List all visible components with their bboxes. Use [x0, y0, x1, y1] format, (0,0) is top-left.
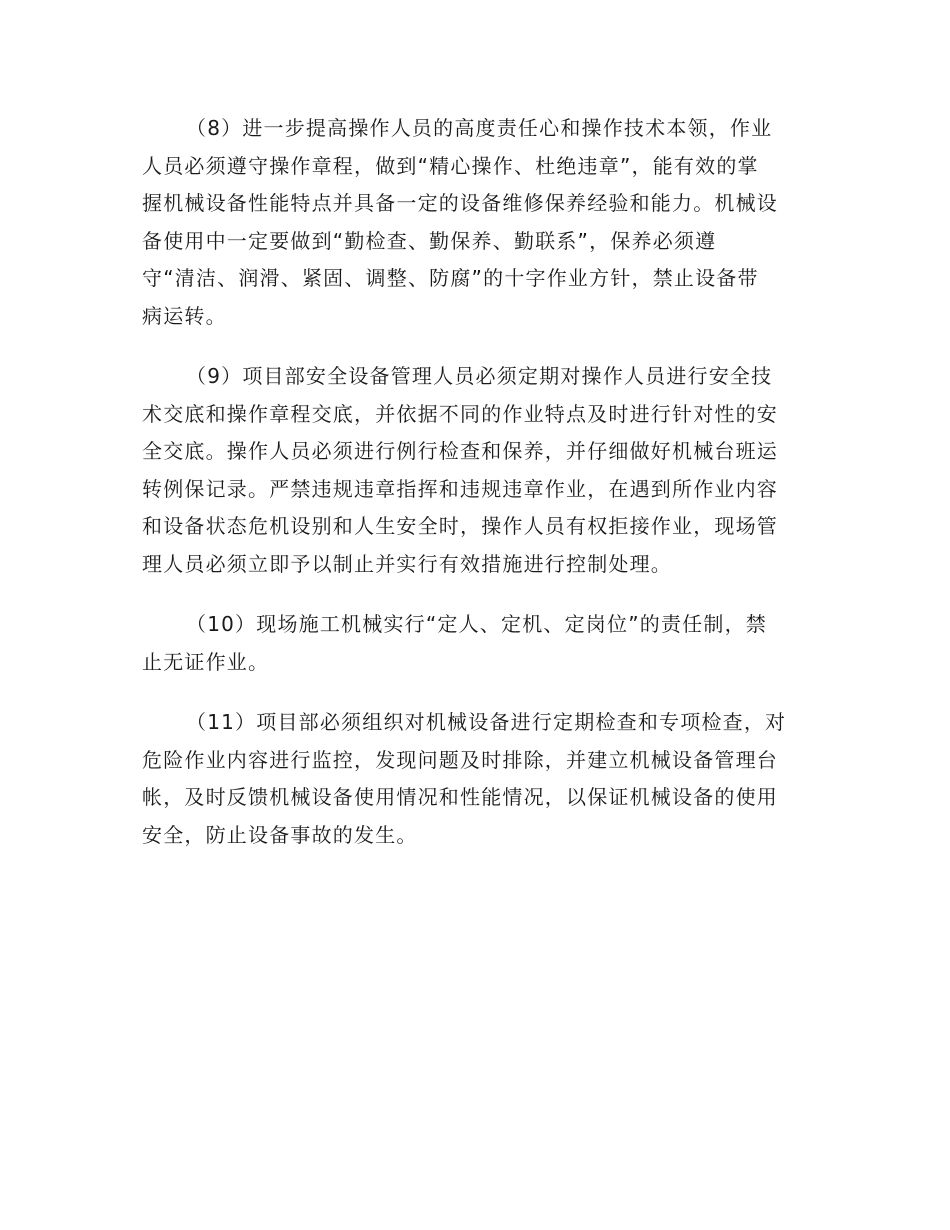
- text-line: 握机械设备性能特点并具备一定的设备维修保养经验和能力。机械设: [142, 191, 778, 215]
- paragraph-9: [142, 358, 804, 583]
- text-line: 备使用中一定要做到“勤检查、勤保养、勤联系”，保养必须遵: [142, 228, 717, 253]
- paragraph-11: [142, 704, 804, 854]
- text-line: 转例保记录。严禁违规违章指挥和违规违章作业，在遇到所作业内容: [142, 476, 778, 501]
- text-line: 安全，防止设备事故的发生。: [142, 822, 418, 847]
- text-line: （9）项目部安全设备管理人员必须定期对操作人员进行安全技: [186, 364, 773, 388]
- text-line: 人员必须遵守操作章程，做到“精心操作、杜绝违章”，能有效的掌: [142, 153, 759, 178]
- text-line: 守“清洁、润滑、紧固、调整、防腐”的十字作业方针，禁止设备带: [142, 266, 759, 290]
- text-line: （11）项目部必须组织对机械设备进行定期检查和专项检查，对: [186, 710, 787, 734]
- text-line: 帐，及时反馈机械设备使用情况和性能情况，以保证机械设备的使用: [142, 785, 778, 809]
- text-line: 理人员必须立即予以制止并实行有效措施进行控制处理。: [142, 551, 672, 576]
- text-line: （10）现场施工机械实行“定人、定机、定岗位”的责任制，禁: [186, 612, 767, 636]
- text-line: 术交底和操作章程交底，并依据不同的作业特点及时进行针对性的安: [142, 401, 778, 426]
- document-body: [142, 110, 804, 877]
- paragraph-10: [142, 606, 804, 681]
- text-line: 病运转。: [142, 303, 227, 328]
- text-line: （8）进一步提高操作人员的高度责任心和操作技术本领，作业: [186, 116, 773, 140]
- text-line: 全交底。操作人员必须进行例行检查和保养，并仔细做好机械台班运: [142, 439, 778, 463]
- text-line: 危险作业内容进行监控，发现问题及时排除，并建立机械设备管理台: [142, 747, 778, 772]
- paragraph-8: [142, 110, 804, 335]
- text-line: 和设备状态危机设别和人生安全时，操作人员有权拒接作业，现场管: [142, 514, 778, 538]
- text-line: 止无证作业。: [142, 649, 270, 674]
